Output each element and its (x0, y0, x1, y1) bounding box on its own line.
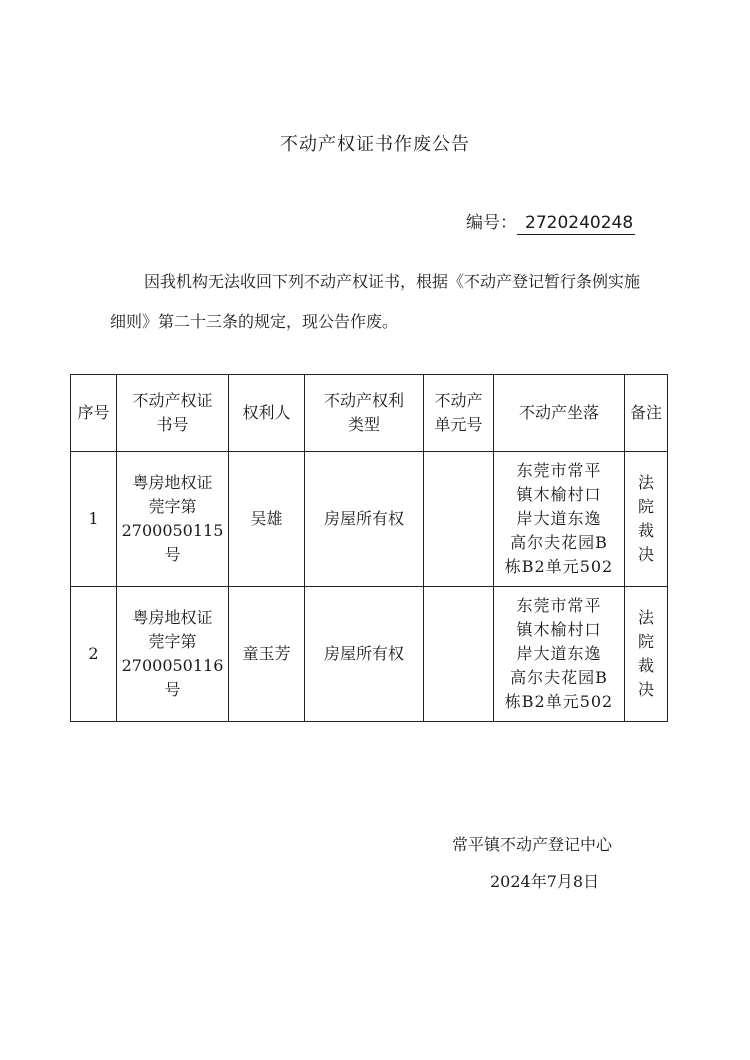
cell-unit-no (424, 587, 494, 722)
cell-seq: 2 (71, 587, 117, 722)
document-title: 不动产权证书作废公告 (280, 134, 470, 155)
header-location: 不动产坐落 (494, 375, 625, 452)
serial-number: 2720240248 (517, 213, 635, 235)
certificate-table (70, 374, 668, 722)
table-header-row (71, 375, 668, 452)
cell-location: 东莞市常平 镇木榆村口 岸大道东逸 高尔夫花园B 栋B2单元502 (494, 587, 625, 722)
header-remarks: 备注 (625, 375, 668, 452)
issuing-authority: 常平镇不动产登记中心 (452, 835, 613, 854)
table-row (71, 587, 668, 722)
cell-right-type: 房屋所有权 (305, 587, 424, 722)
cell-cert-no: 粤房地权证 莞字第 2700050115 号 (117, 452, 229, 587)
cell-holder: 吴雄 (229, 452, 305, 587)
cell-remarks: 法 院 裁 决 (625, 587, 668, 722)
intro-paragraph: 因我机构无法收回下列不动产权证书，根据《不动产登记暂行条例实施细则》第二十三条的规定，现公告作废。 (110, 272, 641, 331)
header-holder: 权利人 (229, 375, 305, 452)
cell-remarks: 法 院 裁 决 (625, 452, 668, 587)
header-seq: 序号 (71, 375, 117, 452)
header-cert-no: 不动产权证 书号 (117, 375, 229, 452)
cell-seq: 1 (71, 452, 117, 587)
header-right-type: 不动产权利 类型 (305, 375, 424, 452)
cell-cert-no: 粤房地权证 莞字第 2700050116 号 (117, 587, 229, 722)
cell-unit-no (424, 452, 494, 587)
table-row (71, 452, 668, 587)
serial-label: 编号： (466, 213, 517, 233)
cell-right-type: 房屋所有权 (305, 452, 424, 587)
serial-number-line (466, 208, 635, 235)
cell-holder: 童玉芳 (229, 587, 305, 722)
issue-date: 2024年7月8日 (490, 872, 600, 891)
cell-location: 东莞市常平 镇木榆村口 岸大道东逸 高尔夫花园B 栋B2单元502 (494, 452, 625, 587)
header-unit-no: 不动产 单元号 (424, 375, 494, 452)
